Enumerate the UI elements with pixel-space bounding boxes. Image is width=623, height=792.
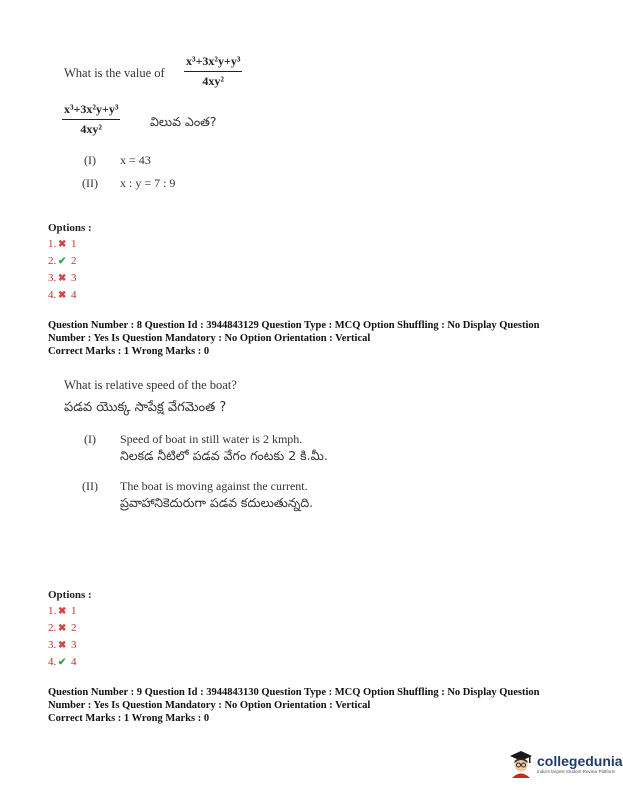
logo-name: collegedunia (537, 752, 623, 769)
fraction-denominator: 4xy² (202, 74, 225, 88)
q7-statement-2-text: x : y = 7 : 9 (120, 176, 176, 190)
q8-prompt-en: What is relative speed of the boat? (64, 378, 237, 392)
fraction-numerator: x³+3x²y+y³ (184, 54, 242, 72)
q7-options-list (48, 236, 77, 304)
q7-prompt-te: విలువ ఎంత? (150, 114, 217, 129)
list-item[interactable]: 4. ✖ 4 (48, 287, 77, 304)
correct-check-icon: ✔ (58, 256, 67, 267)
q7-prompt-en: What is the value of (64, 66, 165, 80)
list-item[interactable]: 3. ✖ 3 (48, 637, 77, 654)
logo-tagline: India's largest Student Review Platform (537, 768, 616, 774)
list-item[interactable]: 1. ✖ 1 (48, 603, 77, 620)
collegedunia-logo (508, 748, 623, 778)
fraction-numerator: x³+3x²y+y³ (62, 102, 120, 120)
q7-statement-1-text: x = 43 (120, 153, 151, 167)
list-item[interactable]: 2. ✔ 2 (48, 253, 77, 270)
q8-prompt-te: పడవ యొక్క సాపేక్ష వేగమెంత ? (64, 400, 227, 415)
q8-statement-1-te: నిలకడ నీటిలో పడవ వేగం గంటకు 2 కి.మీ. (120, 448, 328, 463)
list-item[interactable]: 4. ✔ 4 (48, 654, 77, 671)
list-item[interactable]: 3. ✖ 3 (48, 270, 77, 287)
q7-options-label: Options : (48, 222, 92, 234)
wrong-cross-icon: ✖ (58, 273, 67, 284)
wrong-cross-icon: ✖ (58, 640, 67, 651)
q7-statement-2-label: (II) (82, 176, 98, 190)
q8-options-label: Options : (48, 589, 92, 601)
q8-statement-2-label: (II) (82, 479, 98, 493)
q7-fraction-top (184, 54, 242, 89)
q8-meta: Question Number : 8 Question Id : 3944843129 Question Type : MCQ Option Shuffling : No Display Question Number : Yes Is Question Mandatory : No Option Orientation : Vertical Correct Marks : 1 Wrong Marks : 0 (48, 320, 540, 357)
q7-fraction-te (62, 102, 120, 137)
wrong-cross-icon: ✖ (58, 239, 67, 250)
q8-statement-1-en: Speed of boat in still water is 2 kmph. (120, 432, 303, 446)
graduate-avatar-icon (508, 748, 534, 778)
list-item[interactable]: 1. ✖ 1 (48, 236, 77, 253)
wrong-cross-icon: ✖ (58, 290, 67, 301)
q8-statement-2-en: The boat is moving against the current. (120, 479, 308, 493)
q8-options-list (48, 603, 77, 671)
wrong-cross-icon: ✖ (58, 606, 67, 617)
fraction-denominator: 4xy² (80, 122, 103, 136)
wrong-cross-icon: ✖ (58, 623, 67, 634)
list-item[interactable]: 2. ✖ 2 (48, 620, 77, 637)
q8-statement-2-te: ప్రవాహానికెదురుగా పడవ కదులుతున్నది. (120, 495, 314, 510)
correct-check-icon: ✔ (58, 657, 67, 668)
q9-meta: Question Number : 9 Question Id : 3944843130 Question Type : MCQ Option Shuffling : No Display Question Number : Yes Is Question Mandatory : No Option Orientation : Vertical Correct Marks : 1 Wrong Marks : 0 (48, 687, 540, 724)
q8-statement-1-label: (I) (84, 432, 96, 446)
q7-statement-1-label: (I) (84, 153, 96, 167)
